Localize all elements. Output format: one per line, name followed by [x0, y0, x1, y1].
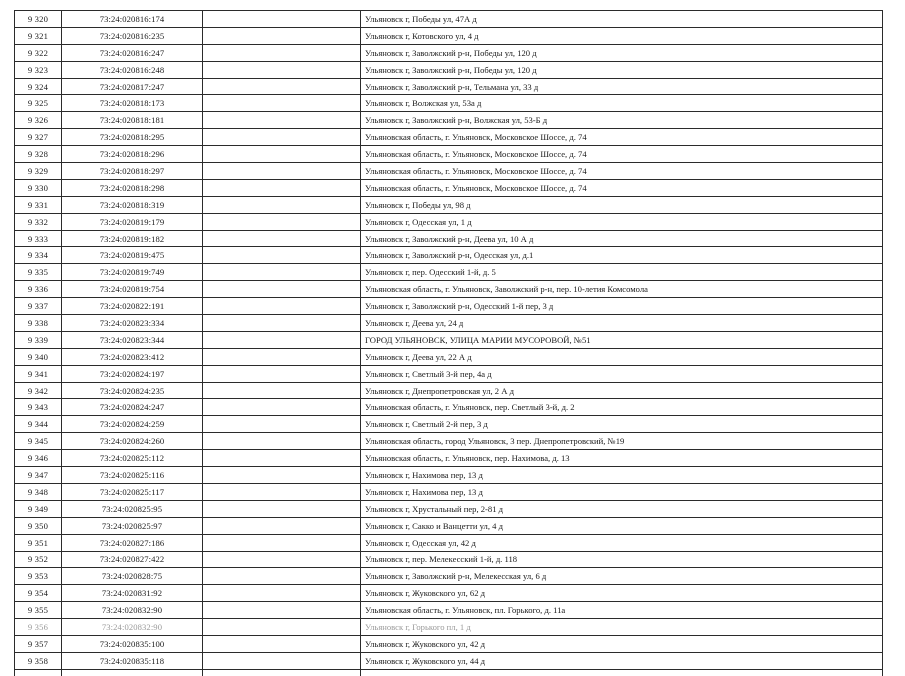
cadastral-number-cell: 73:24:020823:344	[62, 331, 203, 348]
table-row	[15, 264, 883, 281]
row-number-cell: 9 348	[15, 483, 62, 500]
address-cell: Ульяновск г, Заволжский р-н, Одесский 1-й пер, 3 д	[361, 298, 883, 315]
cadastral-number-cell: 73:24:020825:97	[62, 517, 203, 534]
blank-cell	[203, 585, 361, 602]
address-cell: Ульяновская область, г. Ульяновск, пер. Нахимова, д. 13	[361, 450, 883, 467]
table-row	[15, 433, 883, 450]
table-row	[15, 517, 883, 534]
cadastral-number-cell: 73:24:020818:296	[62, 146, 203, 163]
address-cell: Ульяновская область, г. Ульяновск, Московское Шоссе, д. 74	[361, 163, 883, 180]
row-number-cell: 9 350	[15, 517, 62, 534]
cadastral-number-cell: 73:24:020832:90	[62, 619, 203, 636]
table-row	[15, 585, 883, 602]
blank-cell	[203, 500, 361, 517]
blank-cell	[203, 635, 361, 652]
address-cell: Ульяновск г, Жуковского ул, 62 д	[361, 585, 883, 602]
address-cell: Ульяновск г, Одесская ул, 42 д	[361, 534, 883, 551]
address-cell: Ульяновская область, город Ульяновск, 3 пер. Днепропетровский, №19	[361, 433, 883, 450]
table-row	[15, 281, 883, 298]
blank-cell	[203, 27, 361, 44]
row-number-cell: 9 354	[15, 585, 62, 602]
address-cell: Ульяновск г, Одесская ул, 1 д	[361, 213, 883, 230]
cadastral-number-cell: 73:24:020816:174	[62, 11, 203, 28]
blank-cell	[203, 551, 361, 568]
row-number-cell: 9 343	[15, 399, 62, 416]
registry-sheet	[14, 10, 882, 676]
address-cell: Ульяновск г, пер. Одесский 1-й, д. 5	[361, 264, 883, 281]
blank-cell	[203, 264, 361, 281]
table-row	[15, 619, 883, 636]
cadastral-number-cell: 73:24:020831:92	[62, 585, 203, 602]
blank-cell	[203, 163, 361, 180]
table-row	[15, 382, 883, 399]
row-number-cell: 9 357	[15, 635, 62, 652]
address-cell: Ульяновск г, Нахимова пер, 13 д	[361, 467, 883, 484]
table-row	[15, 467, 883, 484]
cadastral-number-cell: 73:24:020819:749	[62, 264, 203, 281]
cadastral-number-cell: 73:24:020819:754	[62, 281, 203, 298]
cadastral-number-cell: 73:24:020819:179	[62, 213, 203, 230]
cadastral-number-cell: 73:24:020819:182	[62, 230, 203, 247]
address-cell: Ульяновск г, Котовского ул, 4 д	[361, 27, 883, 44]
row-number-cell: 9 336	[15, 281, 62, 298]
address-cell: Ульяновск г, Заволжский р-н, Победы ул, 120 д	[361, 44, 883, 61]
blank-cell	[203, 315, 361, 332]
address-cell: Ульяновск г, Деева ул, 24 д	[361, 315, 883, 332]
row-number-cell: 9 335	[15, 264, 62, 281]
address-cell: ГОРОД УЛЬЯНОВСК, УЛИЦА МАРИИ МУСОРОВОЙ, №51	[361, 331, 883, 348]
cadastral-number-cell: 73:24:020819:475	[62, 247, 203, 264]
row-number-cell: 9 324	[15, 78, 62, 95]
cadastral-number-cell: 73:24:020825:112	[62, 450, 203, 467]
blank-cell	[203, 399, 361, 416]
row-number-cell: 9 337	[15, 298, 62, 315]
table-row	[15, 365, 883, 382]
row-number-cell: 9 340	[15, 348, 62, 365]
row-number-cell: 9 331	[15, 196, 62, 213]
cadastral-number-cell: 73:24:020825:116	[62, 467, 203, 484]
row-number-cell: 9 320	[15, 11, 62, 28]
table-row	[15, 179, 883, 196]
table-row	[15, 146, 883, 163]
registry-table-body	[15, 11, 883, 676]
table-row	[15, 500, 883, 517]
table-row	[15, 315, 883, 332]
address-cell: Ульяновская область, г. Ульяновск, Заволжский р-н, пер. 10-летия Комсомола	[361, 281, 883, 298]
address-cell: Ульяновск г, Днепропетровская ул, 2 А д	[361, 382, 883, 399]
table-row	[15, 652, 883, 669]
blank-cell	[203, 416, 361, 433]
row-number-cell: 9 333	[15, 230, 62, 247]
address-cell: Ульяновск г, Светлый 3-й пер, 4а д	[361, 365, 883, 382]
table-row	[15, 78, 883, 95]
cadastral-number-cell: 73:24:020816:235	[62, 27, 203, 44]
address-cell: Ульяновск г, пер. Мелекесский 1-й, д. 118	[361, 551, 883, 568]
cadastral-number-cell: 73:24:020835:100	[62, 635, 203, 652]
table-row	[15, 112, 883, 129]
blank-cell	[203, 11, 361, 28]
blank-cell	[203, 348, 361, 365]
cadastral-number-cell: 73:24:020824:260	[62, 433, 203, 450]
row-number-cell: 9 341	[15, 365, 62, 382]
cadastral-number-cell: 73:24:020823:412	[62, 348, 203, 365]
row-number-cell: 9 352	[15, 551, 62, 568]
table-row	[15, 534, 883, 551]
blank-cell	[203, 365, 361, 382]
blank-cell	[203, 669, 361, 676]
table-row	[15, 27, 883, 44]
row-number-cell: 9 356	[15, 619, 62, 636]
blank-cell	[203, 534, 361, 551]
cadastral-number-cell: 73:24:020818:295	[62, 129, 203, 146]
address-cell: Ульяновская область, г. Ульяновск, пл. Горького, д. 11а	[361, 602, 883, 619]
address-cell: Ульяновск г, Сакко и Ванцетти ул, 4 д	[361, 517, 883, 534]
table-row	[15, 483, 883, 500]
cadastral-number-cell: 73:24:020825:95	[62, 500, 203, 517]
row-number-cell: 9 332	[15, 213, 62, 230]
cadastral-number-cell: 73:24:020817:247	[62, 78, 203, 95]
row-number-cell: 9 347	[15, 467, 62, 484]
cadastral-number-cell: 73:24:020818:173	[62, 95, 203, 112]
blank-cell	[361, 669, 883, 676]
table-row	[15, 298, 883, 315]
table-row	[15, 331, 883, 348]
table-row	[15, 416, 883, 433]
address-cell: Ульяновск г, Хрустальный пер, 2-81 д	[361, 500, 883, 517]
address-cell: Ульяновск г, Жуковского ул, 42 д	[361, 635, 883, 652]
address-cell: Ульяновск г, Нахимова пер, 13 д	[361, 483, 883, 500]
cadastral-number-cell: 73:24:020832:90	[62, 602, 203, 619]
table-row	[15, 61, 883, 78]
row-number-cell: 9 344	[15, 416, 62, 433]
address-cell: Ульяновск г, Светлый 2-й пер, 3 д	[361, 416, 883, 433]
blank-cell	[203, 602, 361, 619]
cadastral-number-cell: 73:24:020824:259	[62, 416, 203, 433]
address-cell: Ульяновск г, Заволжский р-н, Мелекесская ул, 6 д	[361, 568, 883, 585]
row-number-cell: 9 351	[15, 534, 62, 551]
blank-cell	[203, 44, 361, 61]
address-cell: Ульяновск г, Заволжский р-н, Тельмана ул, 33 д	[361, 78, 883, 95]
cadastral-number-cell: 73:24:020827:422	[62, 551, 203, 568]
table-row	[15, 551, 883, 568]
address-cell: Ульяновская область, г. Ульяновск, пер. Светлый 3-й, д. 2	[361, 399, 883, 416]
row-number-cell: 9 326	[15, 112, 62, 129]
blank-cell	[203, 467, 361, 484]
row-number-cell: 9 346	[15, 450, 62, 467]
row-number-cell: 9 355	[15, 602, 62, 619]
cadastral-number-cell: 73:24:020818:319	[62, 196, 203, 213]
row-number-cell: 9 349	[15, 500, 62, 517]
row-number-cell: 9 358	[15, 652, 62, 669]
cadastral-number-cell: 73:24:020824:235	[62, 382, 203, 399]
row-number-cell: 9 327	[15, 129, 62, 146]
row-number-cell: 9 342	[15, 382, 62, 399]
cadastral-number-cell: 73:24:020835:118	[62, 652, 203, 669]
address-cell: Ульяновск г, Победы ул, 47А д	[361, 11, 883, 28]
table-row	[15, 129, 883, 146]
table-row	[15, 348, 883, 365]
cadastral-number-cell: 73:24:020818:297	[62, 163, 203, 180]
table-row	[15, 602, 883, 619]
blank-cell	[203, 619, 361, 636]
table-row	[15, 399, 883, 416]
blank-cell	[203, 213, 361, 230]
cadastral-number-cell: 73:24:020816:248	[62, 61, 203, 78]
table-row	[15, 213, 883, 230]
blank-cell	[203, 433, 361, 450]
table-row-partial	[15, 669, 883, 676]
blank-cell	[203, 247, 361, 264]
cadastral-number-cell: 73:24:020827:186	[62, 534, 203, 551]
row-number-cell: 9 325	[15, 95, 62, 112]
blank-cell	[203, 483, 361, 500]
table-row	[15, 11, 883, 28]
table-row	[15, 568, 883, 585]
blank-cell	[203, 298, 361, 315]
row-number-cell: 9 353	[15, 568, 62, 585]
blank-cell	[203, 112, 361, 129]
blank-cell	[203, 129, 361, 146]
blank-cell	[203, 95, 361, 112]
row-number-cell: 9 338	[15, 315, 62, 332]
row-number-cell: 9 328	[15, 146, 62, 163]
cadastral-number-cell: 73:24:020818:298	[62, 179, 203, 196]
cadastral-number-cell: 73:24:020823:334	[62, 315, 203, 332]
blank-cell	[203, 179, 361, 196]
cadastral-number-cell: 73:24:020828:75	[62, 568, 203, 585]
blank-cell	[203, 230, 361, 247]
cadastral-number-cell: 73:24:020824:247	[62, 399, 203, 416]
blank-cell	[203, 517, 361, 534]
blank-cell	[203, 382, 361, 399]
table-row	[15, 44, 883, 61]
row-number-cell: 9 329	[15, 163, 62, 180]
blank-cell	[203, 450, 361, 467]
table-row	[15, 196, 883, 213]
table-row	[15, 163, 883, 180]
address-cell: Ульяновск г, Горького пл, 1 д	[361, 619, 883, 636]
blank-cell	[203, 78, 361, 95]
address-cell: Ульяновск г, Заволжский р-н, Победы ул, 120 д	[361, 61, 883, 78]
registry-table	[14, 10, 883, 676]
table-row	[15, 230, 883, 247]
address-cell: Ульяновская область, г. Ульяновск, Московское Шоссе, д. 74	[361, 129, 883, 146]
table-row	[15, 247, 883, 264]
address-cell: Ульяновск г, Волжская ул, 53а д	[361, 95, 883, 112]
row-number-cell: 9 334	[15, 247, 62, 264]
table-row	[15, 450, 883, 467]
row-number-cell: 9 339	[15, 331, 62, 348]
blank-cell	[62, 669, 203, 676]
blank-cell	[15, 669, 62, 676]
address-cell: Ульяновская область, г. Ульяновск, Московское Шоссе, д. 74	[361, 146, 883, 163]
table-row	[15, 635, 883, 652]
row-number-cell: 9 345	[15, 433, 62, 450]
cadastral-number-cell: 73:24:020824:197	[62, 365, 203, 382]
table-row	[15, 95, 883, 112]
cadastral-number-cell: 73:24:020822:191	[62, 298, 203, 315]
cadastral-number-cell: 73:24:020825:117	[62, 483, 203, 500]
address-cell: Ульяновская область, г. Ульяновск, Московское Шоссе, д. 74	[361, 179, 883, 196]
blank-cell	[203, 146, 361, 163]
blank-cell	[203, 196, 361, 213]
cadastral-number-cell: 73:24:020816:247	[62, 44, 203, 61]
blank-cell	[203, 61, 361, 78]
blank-cell	[203, 568, 361, 585]
row-number-cell: 9 330	[15, 179, 62, 196]
row-number-cell: 9 323	[15, 61, 62, 78]
address-cell: Ульяновск г, Заволжский р-н, Одесская ул, д.1	[361, 247, 883, 264]
cadastral-number-cell: 73:24:020818:181	[62, 112, 203, 129]
address-cell: Ульяновск г, Заволжский р-н, Деева ул, 10 А д	[361, 230, 883, 247]
blank-cell	[203, 281, 361, 298]
address-cell: Ульяновск г, Деева ул, 22 А д	[361, 348, 883, 365]
address-cell: Ульяновск г, Победы ул, 98 д	[361, 196, 883, 213]
address-cell: Ульяновск г, Жуковского ул, 44 д	[361, 652, 883, 669]
blank-cell	[203, 331, 361, 348]
row-number-cell: 9 322	[15, 44, 62, 61]
blank-cell	[203, 652, 361, 669]
address-cell: Ульяновск г, Заволжский р-н, Волжская ул, 53-Б д	[361, 112, 883, 129]
row-number-cell: 9 321	[15, 27, 62, 44]
